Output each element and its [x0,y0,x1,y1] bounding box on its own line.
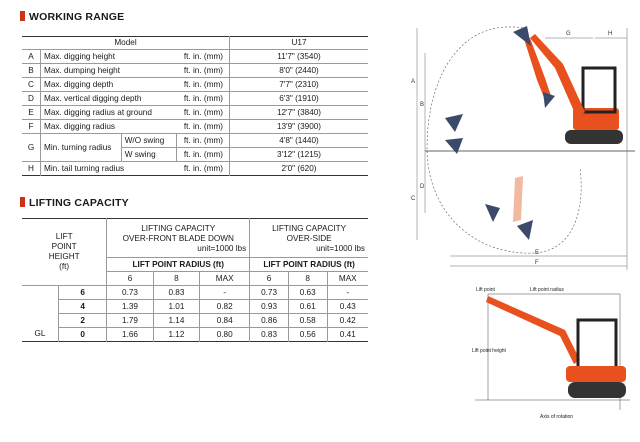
table-row [22,120,368,134]
lifting-capacity-title: LIFTING CAPACITY [20,197,129,209]
lift-point-label: Lift point [476,287,495,293]
row-label: Max. vertical digging depth [41,92,177,106]
value-cell: 1.39 [107,300,153,314]
row-key: A [22,50,41,64]
row-value: 7'7" (2310) [230,78,369,92]
radius-col: 6 [250,272,289,286]
section-marker-icon [20,11,25,21]
row-label: Min. turning radius [41,134,122,162]
value-cell: 0.42 [327,314,368,328]
axis-of-rotation-label: Axis of rotation [540,414,574,420]
row-value: 11'7" (3540) [230,50,369,64]
row-unit: ft. in. (mm) [176,92,229,106]
dim-letter: H [608,31,613,37]
radius-col: 8 [288,272,327,286]
radius-col: 6 [107,272,153,286]
value-cell: 0.83 [153,286,199,300]
dim-letter: B [420,102,425,108]
dim-letter: E [535,250,540,256]
row-key: C [22,78,41,92]
row-label: Max. digging height [41,50,177,64]
value-cell: 0.86 [250,314,289,328]
value-cell: 1.79 [107,314,153,328]
working-range-diagram [405,8,637,276]
row-value: 2'0" (620) [230,162,369,176]
dim-letter: D [420,184,425,190]
dim-letter: C [411,196,416,202]
lift-height-header [22,219,107,286]
table-row [22,92,368,106]
table-row [22,286,368,300]
value-cell: - [200,286,250,300]
height-cell: 2 [59,314,107,328]
dim-letter: A [411,79,416,85]
value-cell: 0.73 [250,286,289,300]
value-cell: 0.61 [288,300,327,314]
row-key: F [22,120,41,134]
value-cell: 0.80 [200,328,250,342]
value-cell: 0.56 [288,328,327,342]
working-range-title: WORKING RANGE [20,11,124,23]
row-key: B [22,64,41,78]
row-value: 6'3" (1910) [230,92,369,106]
table-header-row [22,219,368,258]
radius-col: MAX [327,272,368,286]
front-capacity-header [107,219,250,258]
row-key: H [22,162,41,176]
row-label: Min. tail turning radius [41,162,177,176]
value-cell: 0.41 [327,328,368,342]
value-cell: - [327,286,368,300]
table-row [22,64,368,78]
excavator-machine [525,34,623,144]
row-label: Max. digging depth [41,78,177,92]
ground-level-label: GL [22,286,59,342]
row-value: 3'12" (1215) [230,148,369,162]
row-sublabel: W swing [121,148,176,162]
table-row [22,134,368,148]
table-row [22,50,368,64]
value-cell: 0.84 [200,314,250,328]
value-cell: 1.14 [153,314,199,328]
table-row [22,314,368,328]
table-header-row [22,37,368,50]
height-cell: 0 [59,328,107,342]
row-label: Max. digging radius [41,120,177,134]
row-value: 12'7" (3840) [230,106,369,120]
row-unit: ft. in. (mm) [176,162,229,176]
working-range-table [22,36,368,176]
row-key: D [22,92,41,106]
row-key: G [22,134,41,162]
row-unit: ft. in. (mm) [176,106,229,120]
value-cell: 1.12 [153,328,199,342]
side-radius-header: LIFT POINT RADIUS (ft) [250,258,368,272]
value-cell: 0.58 [288,314,327,328]
value-cell: 0.93 [250,300,289,314]
model-name: U17 [291,38,307,47]
table-row [22,162,368,176]
dimension-letters [411,31,612,266]
height-cell: 4 [59,300,107,314]
table-row [22,328,368,342]
value-cell: 0.63 [288,286,327,300]
row-label: Max. dumping height [41,64,177,78]
value-cell: 1.66 [107,328,153,342]
row-unit: ft. in. (mm) [176,50,229,64]
section-marker-icon [20,197,25,207]
lifting-capacity-table [22,218,368,342]
dim-letter: F [535,260,539,266]
header-line: POINT [51,242,77,251]
value-cell: 1.01 [153,300,199,314]
value-cell: 0.73 [107,286,153,300]
unit-note: unit=1000 lbs [316,244,365,253]
lift-point-radius-label: Lift point radius [530,287,564,293]
row-unit: ft. in. (mm) [176,64,229,78]
row-unit: ft. in. (mm) [176,134,229,148]
model-label: Model [22,37,230,50]
value-cell: 0.43 [327,300,368,314]
dim-letter: G [566,31,571,37]
height-cell: 6 [59,286,107,300]
header-line: OVER-SIDE [286,234,332,243]
header-line: HEIGHT [48,252,80,261]
row-sublabel: W/O swing [121,134,176,148]
radius-col: 8 [153,272,199,286]
dimension-lines [417,28,627,270]
row-value: 13'9" (3900) [230,120,369,134]
header-line: LIFTING CAPACITY [272,224,347,233]
table-row [22,106,368,120]
value-cell: 0.82 [200,300,250,314]
row-key: E [22,106,41,120]
header-line: (ft) [59,262,70,271]
unit-note: unit=1000 lbs [197,244,247,253]
front-radius-header: LIFT POINT RADIUS (ft) [107,258,250,272]
header-line: LIFTING CAPACITY [141,224,216,233]
lift-excavator [486,296,626,398]
row-value: 8'0" (2440) [230,64,369,78]
radius-col: MAX [200,272,250,286]
row-unit: ft. in. (mm) [176,148,229,162]
value-cell: 0.83 [250,328,289,342]
header-line: LIFT [55,232,73,241]
row-unit: ft. in. (mm) [176,120,229,134]
row-value: 4'8" (1440) [230,134,369,148]
table-row [22,300,368,314]
row-unit: ft. in. (mm) [176,78,229,92]
ghost-arm [513,176,523,222]
bucket-positions [445,26,555,240]
table-row [22,78,368,92]
lift-point-diagram [470,282,635,424]
lift-point-height-label: Lift point height [472,348,506,354]
header-line: OVER-FRONT BLADE DOWN [122,234,234,243]
side-capacity-header [250,219,368,258]
row-label: Max. digging radius at ground [41,106,177,120]
